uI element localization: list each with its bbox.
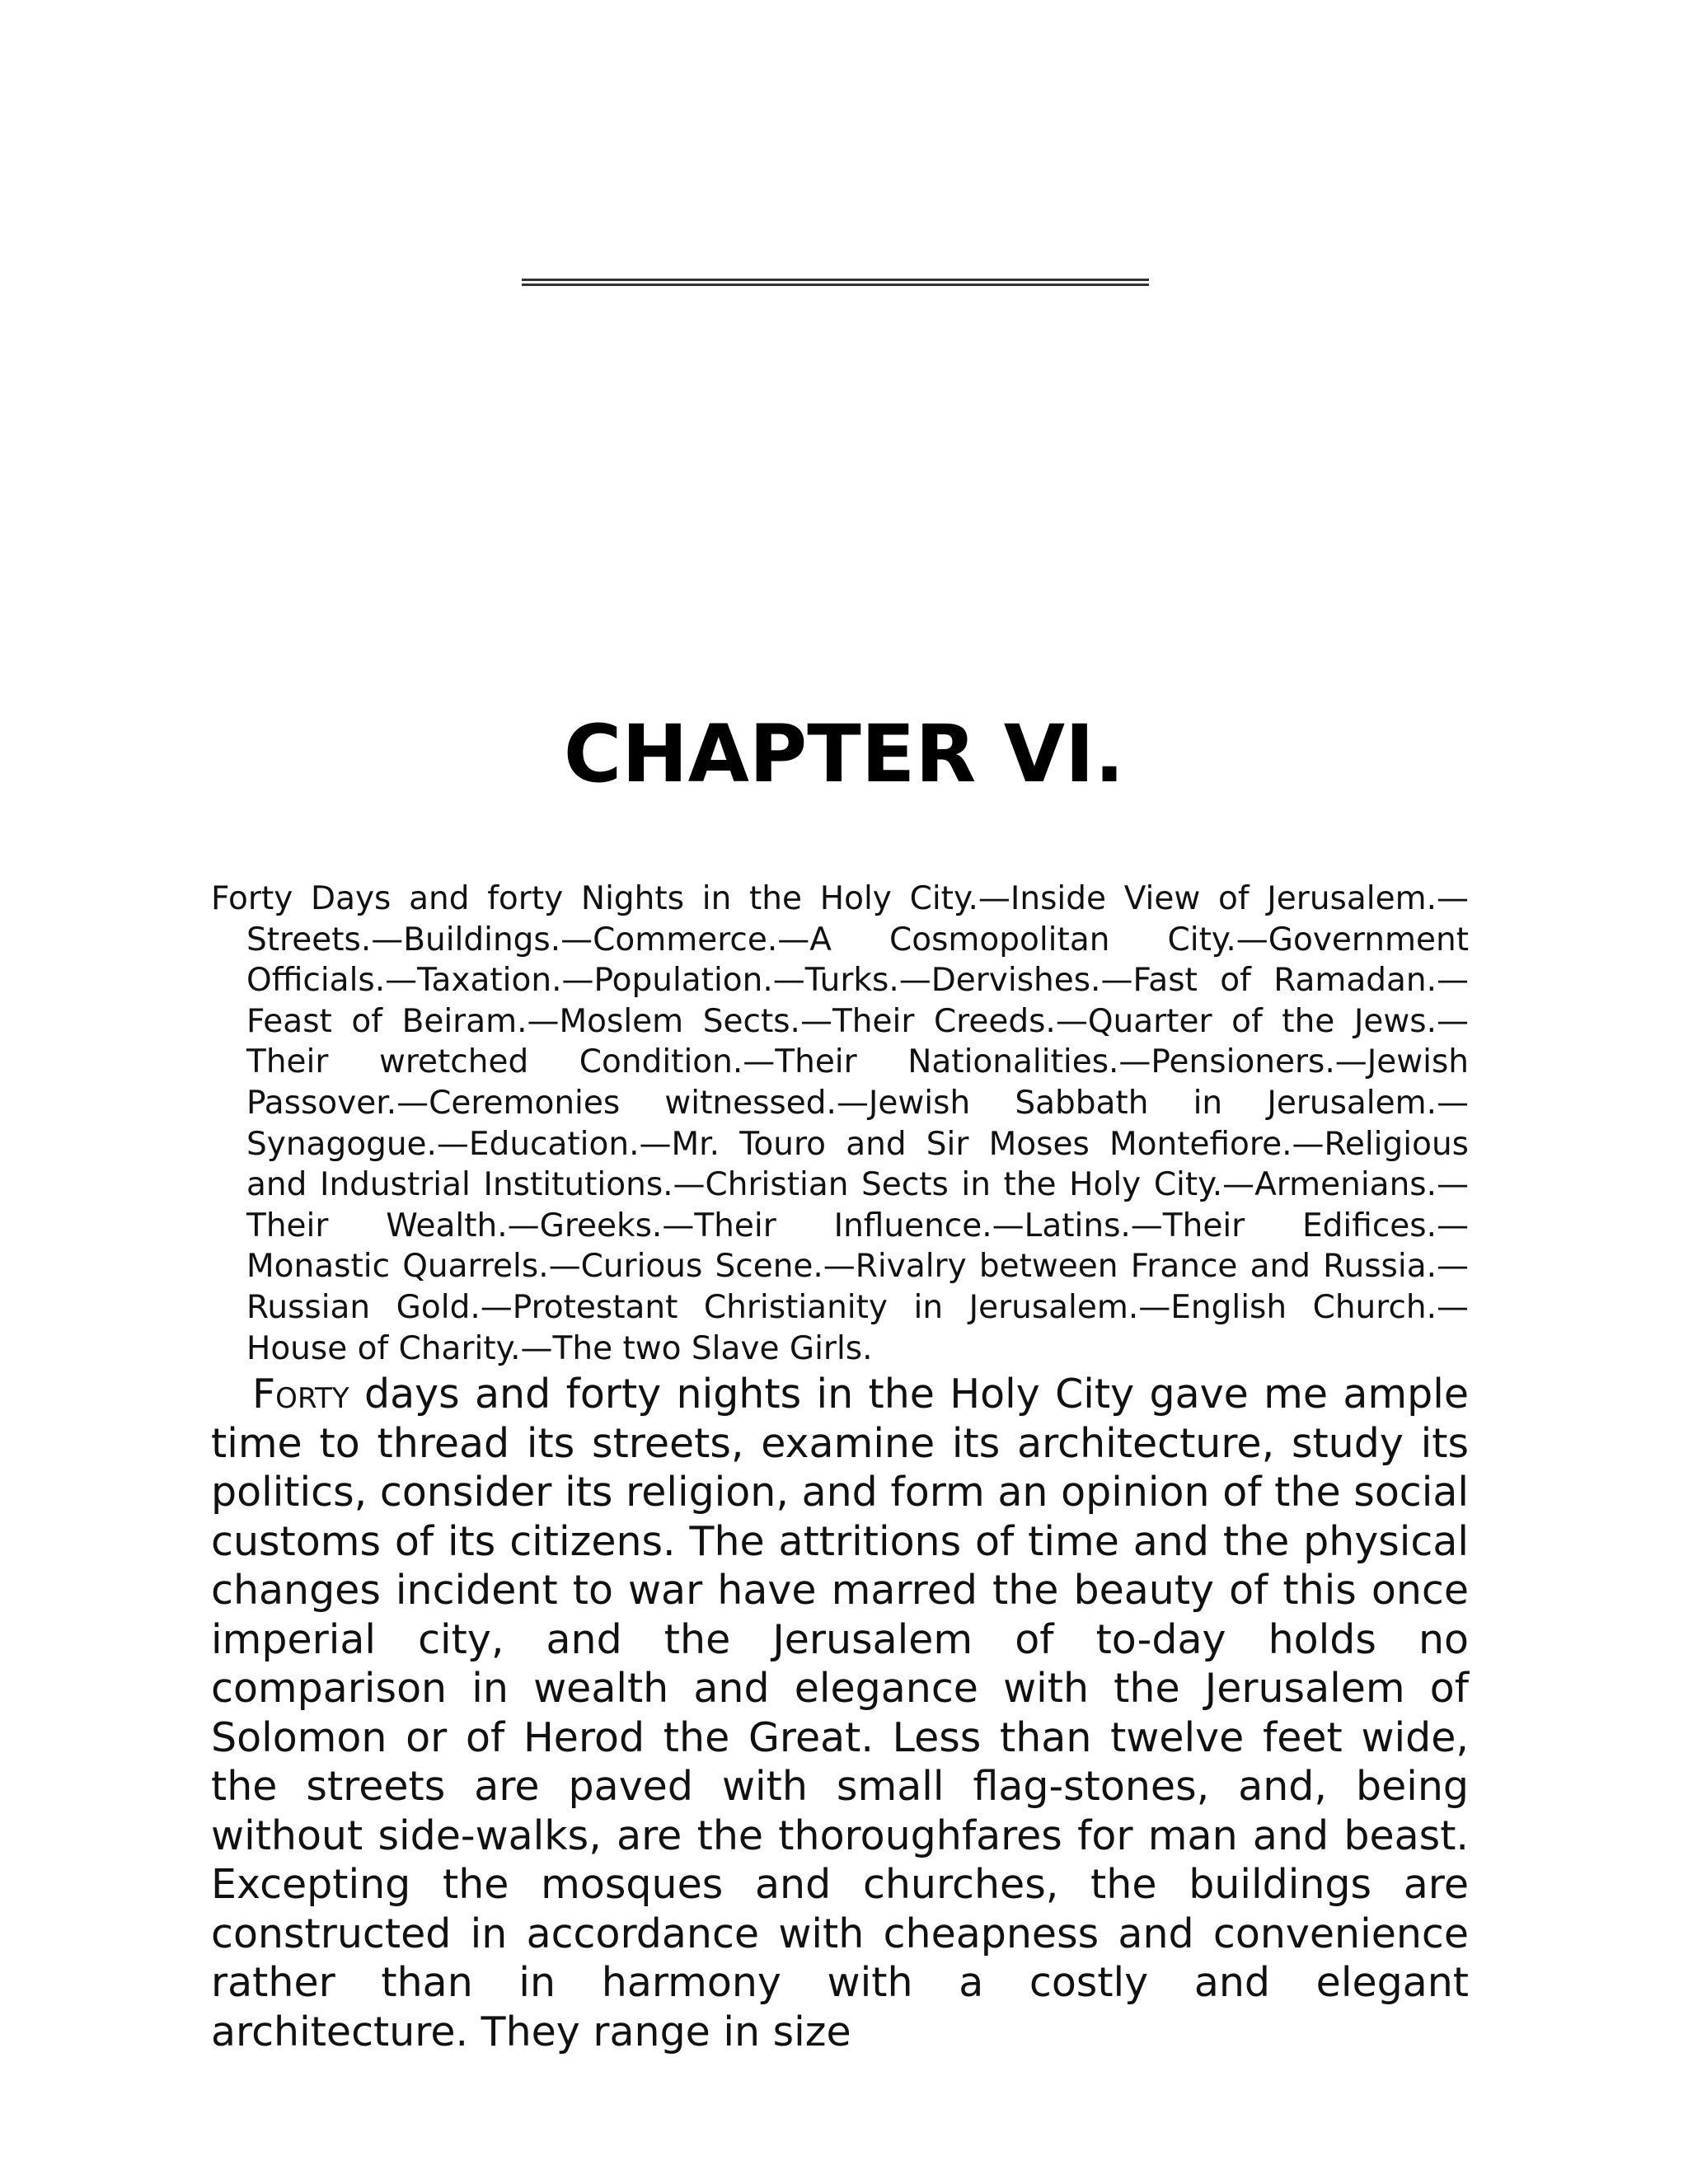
opening-word: Forty	[252, 1371, 349, 1418]
rule-line-top	[522, 279, 1149, 281]
body-paragraph-text: days and forty nights in the Holy City gave me ample time to thread its streets, examine its architecture, study its politics, consider its religion, and form an opinion of the social customs of its citizens. The attritions of time and the physical changes incident to war have marred the beauty of this once imperial city, and the Jerusalem of to-day holds no comparison in wealth and elegance with the Jerusalem of Solomon or of Herod the Great. Less than twelve feet wide, the streets are paved with small flag-stones, and, being without side-walks, are the thoroughfares for man and beast. Excepting the mosques and churches, the buildings are constructed in accordance with cheapness and convenience rather than in harmony with a costly and elegant architecture. They range in size	[211, 1371, 1469, 2055]
chapter-synopsis: Forty Days and forty Nights in the Holy City.—Inside View of Jerusalem.—Streets.—Buildings.—Commerce.—A Cosmopolitan City.—Government Officials.—Taxation.—Population.—Turks.—Dervishes.—Fast of Ramadan.—Feast of Beiram.—Moslem Sects.—Their Creeds.—Quarter of the Jews.—Their wretched Condition.—Their Nationalities.—Pensioners.—Jewish Passover.—Ceremonies witnessed.—Jewish Sabbath in Jerusalem.—Synagogue.—Education.—Mr. Touro and Sir Moses Montefiore.—Religious and Industrial Institutions.—Christian Sects in the Holy City.—Armenians.—Their Wealth.—Greeks.—Their Influence.—Latins.—Their Edifices.—Monastic Quarrels.—Curious Scene.—Rivalry between France and Russia.—Russian Gold.—Protestant Christianity in Jerusalem.—English Church.—House of Charity.—The two Slave Girls.	[211, 880, 1469, 1367]
body-paragraph	[211, 1370, 1469, 2056]
decorative-double-rule	[522, 279, 1149, 288]
rule-line-bottom	[522, 284, 1149, 286]
chapter-title: CHAPTER VI.	[563, 708, 1125, 800]
